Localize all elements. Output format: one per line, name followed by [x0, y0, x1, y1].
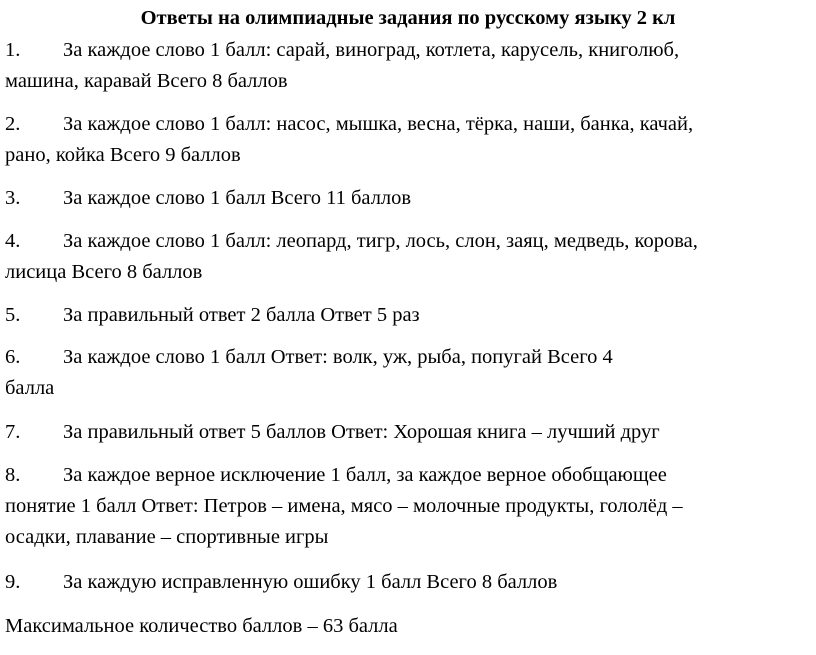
- answer-item-line: [5, 183, 815, 214]
- item-text: За правильный ответ 5 баллов Ответ: Хорошая книга – лучший друг: [63, 421, 660, 443]
- item-text-continuation: балла: [5, 377, 55, 399]
- answer-item-line: [5, 567, 815, 598]
- item-number: 5.: [5, 304, 21, 326]
- item-text: За каждую исправленную ошибку 1 балл Всего 8 баллов: [63, 571, 558, 593]
- item-text: За каждое слово 1 балл Всего 11 баллов: [63, 187, 412, 209]
- answer-item-6: [5, 342, 815, 404]
- answer-item-3: [5, 183, 815, 214]
- answer-item-2: [5, 109, 815, 171]
- answer-item-1: [5, 35, 815, 97]
- item-number: 2.: [5, 113, 21, 135]
- item-text-continuation: осадки, плавание – спортивные игры: [5, 526, 329, 548]
- item-text: За каждое верное исключение 1 балл, за каждое верное обобщающее: [63, 464, 667, 486]
- item-number: 1.: [5, 39, 21, 61]
- answer-item-5: [5, 300, 815, 331]
- answer-item-9: [5, 567, 815, 598]
- document-title: Ответы на олимпиадные задания по русскому языку 2 кл: [140, 7, 676, 29]
- item-text: За каждое слово 1 балл: леопард, тигр, лось, слон, заяц, медведь, корова,: [63, 230, 698, 252]
- item-text-continuation: понятие 1 балл Ответ: Петров – имена, мясо – молочные продукты, гололёд –: [5, 495, 683, 517]
- answer-item-line: [5, 35, 815, 66]
- answer-item-line: [5, 109, 815, 140]
- item-number: 8.: [5, 464, 21, 486]
- answer-item-line: [5, 460, 815, 491]
- item-number: 9.: [5, 571, 21, 593]
- answer-item-8: [5, 460, 815, 553]
- item-number: 4.: [5, 230, 21, 252]
- item-number: 3.: [5, 187, 21, 209]
- item-text-continuation: машина, каравай Всего 8 баллов: [5, 70, 288, 92]
- answer-item-4: [5, 226, 815, 288]
- item-text-continuation: рано, койка Всего 9 баллов: [5, 144, 241, 166]
- item-number: 7.: [5, 421, 21, 443]
- item-text-continuation: лисица Всего 8 баллов: [5, 261, 203, 283]
- item-text: За каждое слово 1 балл: сарай, виноград, котлета, карусель, книголюб,: [63, 39, 680, 61]
- answer-item-line: [5, 417, 815, 448]
- answer-item-7: [5, 417, 815, 448]
- answer-item-line: [5, 342, 815, 373]
- item-text: За каждое слово 1 балл: насос, мышка, весна, тёрка, наши, банка, качай,: [63, 113, 694, 135]
- answer-item-line: [5, 300, 815, 331]
- item-text: За правильный ответ 2 балла Ответ 5 раз: [63, 304, 420, 326]
- total-score-line: Максимальное количество баллов – 63 балла: [5, 615, 398, 637]
- item-number: 6.: [5, 346, 21, 368]
- item-text: За каждое слово 1 балл Ответ: волк, уж, рыба, попугай Всего 4: [63, 346, 613, 368]
- answer-item-line: [5, 226, 815, 257]
